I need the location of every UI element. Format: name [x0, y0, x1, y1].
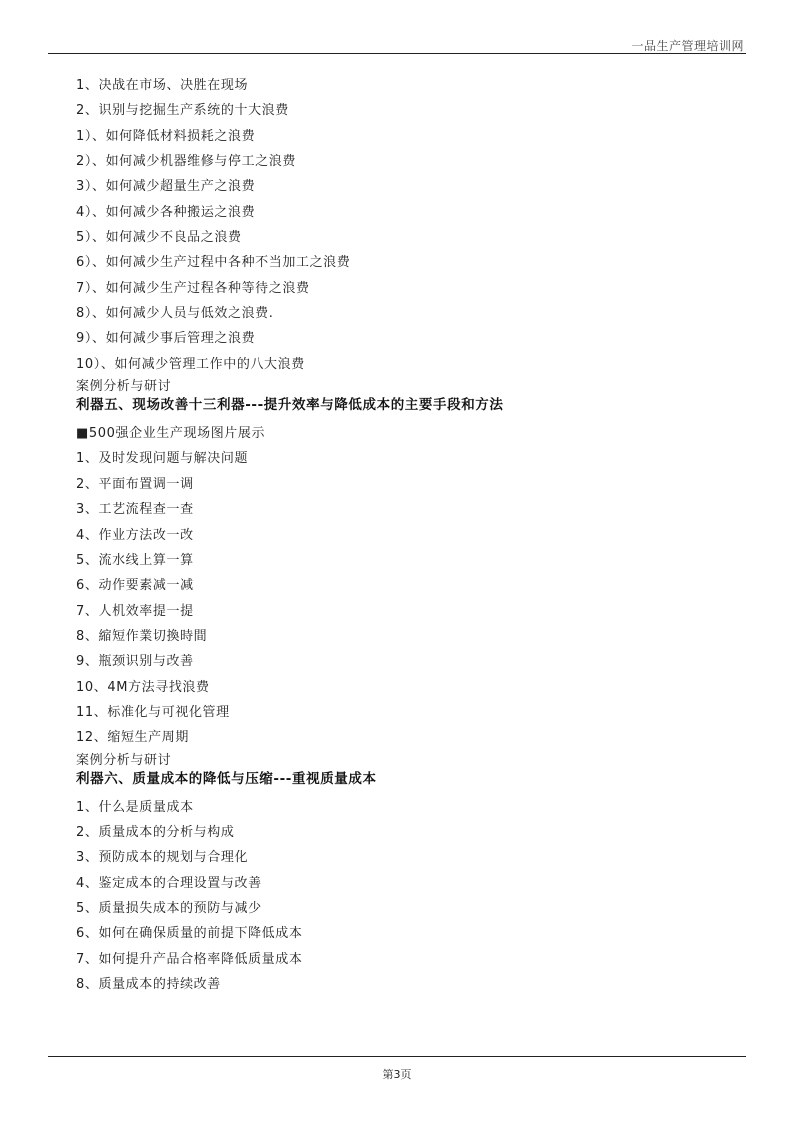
- list-item: 8、质量成本的持续改善: [76, 977, 221, 992]
- list-item: 9、瓶颈识别与改善: [76, 654, 194, 670]
- document-body: [76, 73, 756, 997]
- list-item: 10、4M方法寻找浪费: [76, 679, 210, 695]
- list-item: 2、质量成本的分析与构成: [76, 824, 235, 840]
- list-item: 5）、如何减少不良品之浪费: [76, 230, 242, 246]
- case-study-label: 案例分析与研讨: [76, 752, 172, 768]
- section-heading-five: 利器五、现场改善十三利器---提升效率与降低成本的主要手段和方法: [76, 397, 504, 414]
- list-item: 9）、如何减少事后管理之浪费: [76, 331, 256, 347]
- list-item: 4、鉴定成本的合理设置与改善: [76, 875, 262, 891]
- list-item: 4、作业方法改一改: [76, 527, 194, 543]
- list-item: 5、流水线上算一算: [76, 552, 194, 568]
- list-item: 2、平面布置调一调: [76, 476, 194, 492]
- list-item: 8、縮短作業切換時間: [76, 628, 208, 644]
- list-item: 8）、如何减少人员与低效之浪费.: [76, 306, 274, 322]
- list-item: 4）、如何减少各种搬运之浪费: [76, 204, 256, 220]
- list-item: 7、如何提升产品合格率降低质量成本: [76, 951, 303, 967]
- list-item: 10）、如何减少管理工作中的八大浪费: [76, 356, 305, 372]
- list-item: 11、标准化与可视化管理: [76, 704, 230, 720]
- list-item: 6）、如何减少生产过程中各种不当加工之浪费: [76, 255, 351, 271]
- list-item: 6、动作要素减一减: [76, 578, 194, 594]
- list-item: 2）、如何减少机器维修与停工之浪费: [76, 154, 296, 170]
- list-item: 3、工艺流程查一查: [76, 502, 194, 518]
- case-study-label: 案例分析与研讨: [76, 379, 172, 395]
- header-site-name: 一品生产管理培训网: [631, 39, 744, 53]
- list-item: 7、人机效率提一提: [76, 603, 194, 619]
- list-item: 1、什么是质量成本: [76, 799, 194, 815]
- list-item: 2、识别与挖掘生产系统的十大浪费: [76, 103, 289, 119]
- list-item: 6、如何在确保质量的前提下降低成本: [76, 926, 303, 942]
- bullet-item: ■500强企业生产现场图片展示: [76, 426, 266, 442]
- list-item: 5、质量损失成本的预防与减少: [76, 900, 262, 916]
- list-item: 3）、如何减少超量生产之浪费: [76, 179, 256, 195]
- list-item: 7）、如何减少生产过程各种等待之浪费: [76, 280, 310, 296]
- header-divider: [48, 53, 746, 54]
- list-item: 3、预防成本的规划与合理化: [76, 850, 249, 866]
- list-item: 12、缩短生产周期: [76, 730, 189, 746]
- footer-divider: [48, 1056, 746, 1057]
- page-number: 第3页: [382, 1068, 412, 1081]
- section-heading-six: 利器六、质量成本的降低与压缩---重视质量成本: [76, 770, 377, 787]
- list-item: 1、及时发现问题与解决问题: [76, 451, 249, 467]
- list-item: 1、决战在市场、决胜在现场: [76, 78, 249, 93]
- list-item: 1）、如何降低材料损耗之浪费: [76, 128, 256, 144]
